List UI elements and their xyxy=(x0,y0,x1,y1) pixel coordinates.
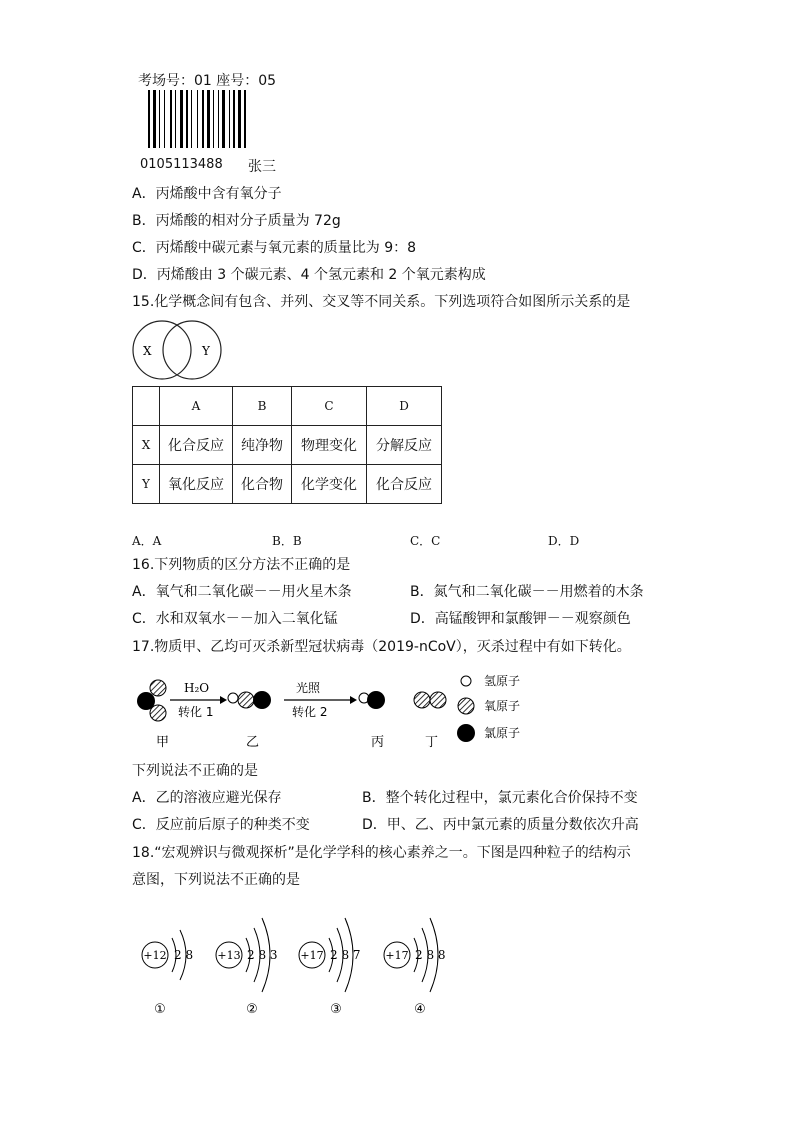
q17-option-b: B．整个转化过程中，氯元素化合价保持不变 xyxy=(362,790,638,806)
q15-option-c: C．C xyxy=(410,534,441,548)
label-yi: 乙 xyxy=(246,735,260,750)
q15-option-b: B．B xyxy=(272,534,302,548)
q14-option-b: B．丙烯酸的相对分子质量为 72g xyxy=(132,213,341,229)
venn-label-y: Y xyxy=(202,344,210,358)
nucleus-2: +13 xyxy=(217,949,241,962)
arrow1-top: H₂O xyxy=(184,681,210,695)
atom-structure-4 xyxy=(384,918,446,1017)
q16-option-b: B．氮气和二氧化碳－－用燃着的木条 xyxy=(410,584,644,600)
molecule-bing xyxy=(359,691,385,709)
q15-stem: 15.化学概念间有包含、并列、交叉等不同关系。下列选项符合如图所示关系的是 xyxy=(132,294,631,310)
q16-option-a: A．氧气和二氧化碳－－用火星木条 xyxy=(132,584,352,600)
nucleus-4: +17 xyxy=(385,949,409,962)
label-bing: 丙 xyxy=(371,735,385,750)
q16-option-c: C．水和双氧水－－加入二氧化锰 xyxy=(132,611,338,627)
q17-stem: 17.物质甲、乙均可灭杀新型冠状病毒（2019-nCoV），灭杀过程中有如下转化。 xyxy=(132,639,631,655)
molecule-ding xyxy=(414,692,446,708)
label-3: ③ xyxy=(330,1002,342,1017)
q17-option-a: A．乙的溶液应避光保存 xyxy=(132,790,282,806)
legend-oxygen: 氧原子 xyxy=(484,699,521,713)
label-1: ① xyxy=(154,1002,166,1017)
q18-stem-line1: 18.“宏观辨识与微观探析”是化学学科的核心素养之一。下图是四种粒子的结构示 xyxy=(132,845,631,861)
student-name: 张三 xyxy=(248,159,276,175)
shells-1: 2 8 xyxy=(174,948,194,962)
shells-4: 2 8 8 xyxy=(415,948,446,962)
exam-info: 考场号：01 座号：05 xyxy=(138,73,277,89)
barcode xyxy=(148,90,278,148)
q17-sub-stem: 下列说法不正确的是 xyxy=(132,763,258,779)
shells-2: 2 8 3 xyxy=(247,948,278,962)
nucleus-1: +12 xyxy=(143,949,167,962)
molecule-jia xyxy=(137,680,166,721)
label-4: ④ xyxy=(414,1002,426,1017)
q18-atom-structures xyxy=(130,900,470,1025)
q15-table xyxy=(132,386,442,504)
atom-structure-1 xyxy=(142,930,193,1017)
arrow1-bottom: 转化 1 xyxy=(178,705,214,719)
atom-structure-3 xyxy=(299,918,361,1017)
table-row: Y 氧化反应 化合物 化学变化 化合反应 xyxy=(133,465,442,504)
label-jia: 甲 xyxy=(156,735,170,750)
table-row: X 化合反应 纯净物 物理变化 分解反应 xyxy=(133,426,442,465)
q18-stem-line2: 意图，下列说法不正确的是 xyxy=(132,872,300,888)
shells-3: 2 8 7 xyxy=(330,948,361,962)
molecule-yi xyxy=(228,691,271,709)
q14-option-d: D．丙烯酸由 3 个碳元素、4 个氢元素和 2 个氧元素构成 xyxy=(132,267,486,283)
label-2: ② xyxy=(246,1002,258,1017)
legend-chlorine: 氯原子 xyxy=(484,726,521,740)
q15-option-a: A．A xyxy=(132,534,162,548)
atom-structure-2 xyxy=(216,918,278,1017)
nucleus-3: +17 xyxy=(300,949,324,962)
q14-option-a: A．丙烯酸中含有氧分子 xyxy=(132,186,282,202)
arrow2-top: 光照 xyxy=(296,681,321,695)
q16-option-d: D．高锰酸钾和氯酸钾－－观察颜色 xyxy=(410,611,631,627)
label-ding: 丁 xyxy=(425,735,439,750)
table-row: A B C D xyxy=(133,387,442,426)
venn-diagram xyxy=(130,318,226,382)
legend xyxy=(457,674,520,742)
q17-option-c: C．反应前后原子的种类不变 xyxy=(132,817,310,833)
q16-stem: 16.下列物质的区分方法不正确的是 xyxy=(132,557,351,573)
q17-reaction-diagram xyxy=(128,668,548,758)
q15-option-d: D．D xyxy=(548,534,580,548)
q17-option-d: D．甲、乙、丙中氯元素的质量分数依次升高 xyxy=(362,817,639,833)
arrow2-bottom: 转化 2 xyxy=(292,705,328,719)
venn-label-x: X xyxy=(143,344,152,358)
q14-option-c: C．丙烯酸中碳元素与氧元素的质量比为 9：8 xyxy=(132,240,417,256)
legend-hydrogen: 氢原子 xyxy=(484,674,521,688)
student-id: 0105113488 xyxy=(140,157,223,172)
